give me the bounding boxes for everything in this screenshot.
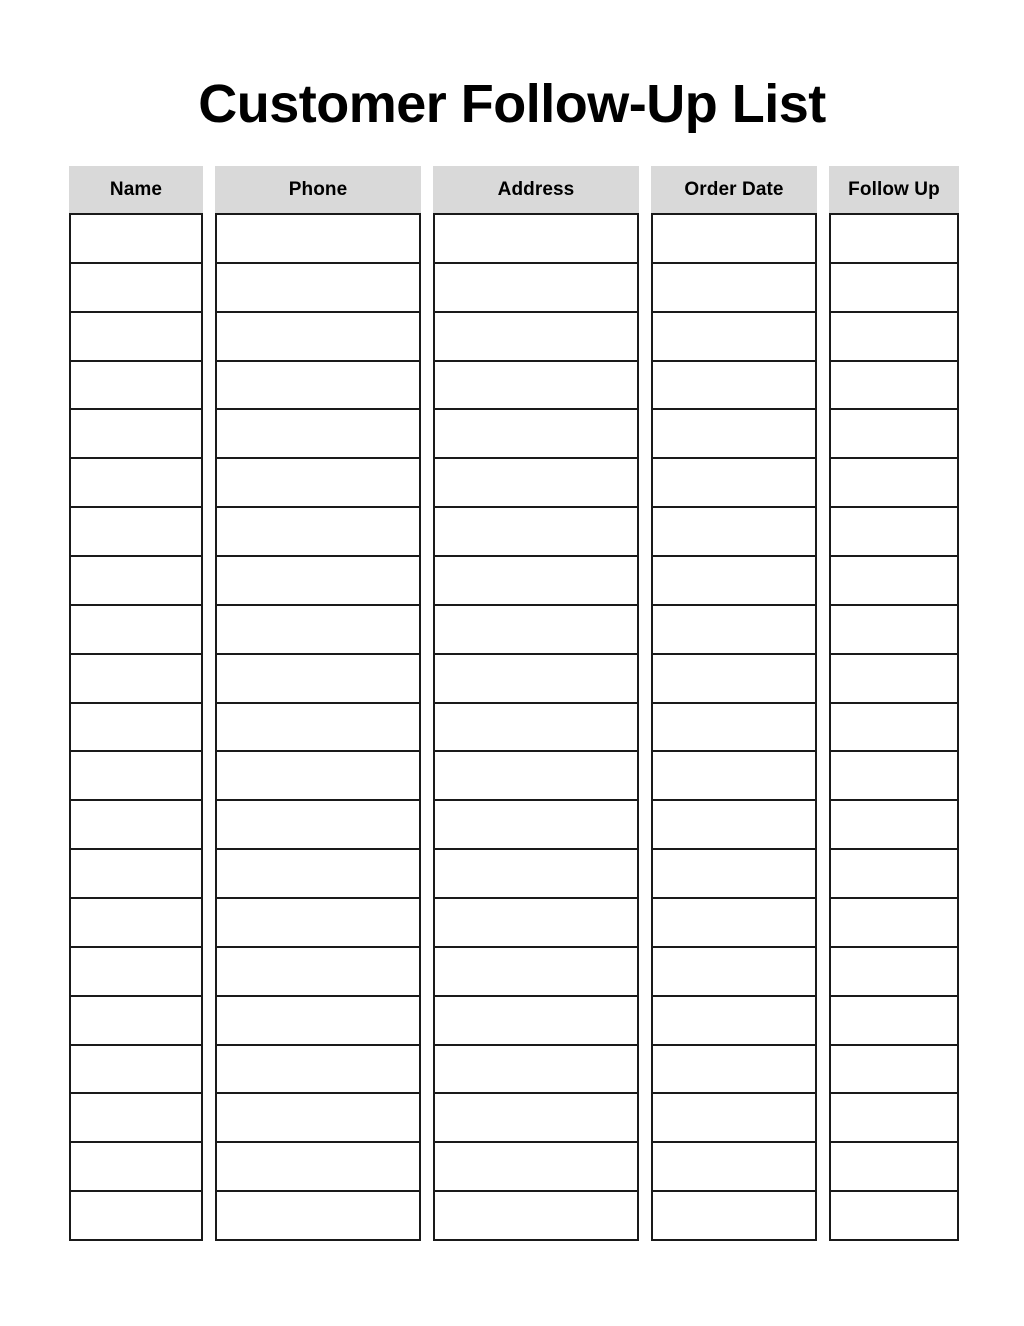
column-body-follow-up (829, 213, 959, 1241)
table-cell[interactable] (651, 750, 817, 799)
table-cell[interactable] (651, 555, 817, 604)
table-cell[interactable] (69, 311, 203, 360)
table-cell[interactable] (215, 799, 421, 848)
column-header-follow-up: Follow Up (829, 166, 959, 213)
table-cell[interactable] (69, 408, 203, 457)
table-cell[interactable] (829, 213, 959, 262)
table-cell[interactable] (69, 946, 203, 995)
table-cell[interactable] (69, 1190, 203, 1241)
table-cell[interactable] (829, 1092, 959, 1141)
table-cell[interactable] (829, 799, 959, 848)
table-cell[interactable] (69, 702, 203, 751)
table-cell[interactable] (433, 408, 639, 457)
table-cell[interactable] (433, 457, 639, 506)
column-body-phone (215, 213, 421, 1241)
table-cell[interactable] (651, 262, 817, 311)
table-cell[interactable] (215, 311, 421, 360)
table-cell[interactable] (433, 750, 639, 799)
table-cell[interactable] (651, 799, 817, 848)
table-cell[interactable] (69, 799, 203, 848)
table-cell[interactable] (433, 311, 639, 360)
table-cell[interactable] (69, 1092, 203, 1141)
table-cell[interactable] (433, 604, 639, 653)
table-cell[interactable] (215, 457, 421, 506)
table-cell[interactable] (433, 555, 639, 604)
table-cell[interactable] (651, 702, 817, 751)
column-header-address: Address (433, 166, 639, 213)
table-cell[interactable] (829, 897, 959, 946)
table-cell[interactable] (651, 213, 817, 262)
table-cell[interactable] (651, 653, 817, 702)
table-cell[interactable] (69, 995, 203, 1044)
table-cell[interactable] (651, 311, 817, 360)
table-cell[interactable] (829, 408, 959, 457)
column-body-address (433, 213, 639, 1241)
table-cell[interactable] (433, 946, 639, 995)
table-column-name (69, 166, 203, 1241)
table-cell[interactable] (433, 848, 639, 897)
table-column-address (433, 166, 639, 1241)
table-cell[interactable] (651, 457, 817, 506)
table-cell[interactable] (215, 1190, 421, 1241)
table-cell[interactable] (215, 360, 421, 409)
table-cell[interactable] (215, 848, 421, 897)
table-cell[interactable] (433, 360, 639, 409)
table-cell[interactable] (829, 262, 959, 311)
table-cell[interactable] (69, 750, 203, 799)
column-body-order-date (651, 213, 817, 1241)
page-title: Customer Follow-Up List (198, 74, 826, 134)
table-cell[interactable] (829, 848, 959, 897)
table-column-order-date (651, 166, 817, 1241)
table-cell[interactable] (829, 995, 959, 1044)
column-body-name (69, 213, 203, 1241)
table-cell[interactable] (69, 457, 203, 506)
table-cell[interactable] (69, 1141, 203, 1190)
table-cell[interactable] (433, 995, 639, 1044)
table-cell[interactable] (69, 653, 203, 702)
table-cell[interactable] (651, 1141, 817, 1190)
table-cell[interactable] (215, 995, 421, 1044)
table-cell[interactable] (829, 360, 959, 409)
table-cell[interactable] (215, 408, 421, 457)
table-cell[interactable] (829, 1044, 959, 1093)
table-cell[interactable] (215, 555, 421, 604)
table-cell[interactable] (69, 897, 203, 946)
table-cell[interactable] (433, 1044, 639, 1093)
table-cell[interactable] (215, 262, 421, 311)
column-header-name: Name (69, 166, 203, 213)
table-cell[interactable] (829, 457, 959, 506)
column-gap (817, 166, 829, 167)
table-cell[interactable] (829, 653, 959, 702)
table-cell[interactable] (829, 1141, 959, 1190)
table-cell[interactable] (651, 946, 817, 995)
table-cell[interactable] (829, 506, 959, 555)
table-cell[interactable] (215, 1044, 421, 1093)
column-gap (203, 166, 215, 167)
table-cell[interactable] (215, 604, 421, 653)
table-cell[interactable] (829, 604, 959, 653)
table-cell[interactable] (433, 1092, 639, 1141)
table-cell[interactable] (651, 1044, 817, 1093)
table-cell[interactable] (215, 1092, 421, 1141)
table-cell[interactable] (433, 213, 639, 262)
table-cell[interactable] (433, 1141, 639, 1190)
table-column-follow-up (829, 166, 959, 1241)
table-cell[interactable] (651, 506, 817, 555)
table-cell[interactable] (829, 1190, 959, 1241)
table-cell[interactable] (651, 1092, 817, 1141)
follow-up-table (69, 166, 955, 1241)
table-cell[interactable] (829, 946, 959, 995)
table-cell[interactable] (215, 946, 421, 995)
table-cell[interactable] (69, 555, 203, 604)
table-cell[interactable] (215, 213, 421, 262)
table-cell[interactable] (433, 653, 639, 702)
column-header-order-date: Order Date (651, 166, 817, 213)
table-cell[interactable] (651, 408, 817, 457)
table-cell[interactable] (69, 1044, 203, 1093)
table-cell[interactable] (651, 360, 817, 409)
column-header-phone: Phone (215, 166, 421, 213)
table-cell[interactable] (215, 750, 421, 799)
table-cell[interactable] (215, 1141, 421, 1190)
table-cell[interactable] (69, 506, 203, 555)
table-cell[interactable] (69, 848, 203, 897)
table-cell[interactable] (829, 702, 959, 751)
table-cell[interactable] (215, 702, 421, 751)
table-cell[interactable] (651, 604, 817, 653)
table-cell[interactable] (69, 360, 203, 409)
table-cell[interactable] (215, 506, 421, 555)
table-cell[interactable] (651, 1190, 817, 1241)
table-cell[interactable] (215, 897, 421, 946)
table-cell[interactable] (433, 702, 639, 751)
column-gap (421, 166, 433, 167)
table-cell[interactable] (69, 604, 203, 653)
table-cell[interactable] (651, 995, 817, 1044)
table-cell[interactable] (433, 1190, 639, 1241)
table-column-phone (215, 166, 421, 1241)
table-cell[interactable] (69, 213, 203, 262)
table-cell[interactable] (829, 311, 959, 360)
column-gap (639, 166, 651, 167)
table-cell[interactable] (433, 262, 639, 311)
table-cell[interactable] (433, 799, 639, 848)
table-cell[interactable] (829, 750, 959, 799)
table-cell[interactable] (651, 897, 817, 946)
table-cell[interactable] (215, 653, 421, 702)
table-cell[interactable] (651, 848, 817, 897)
table-cell[interactable] (433, 897, 639, 946)
table-cell[interactable] (829, 555, 959, 604)
table-cell[interactable] (69, 262, 203, 311)
table-cell[interactable] (433, 506, 639, 555)
